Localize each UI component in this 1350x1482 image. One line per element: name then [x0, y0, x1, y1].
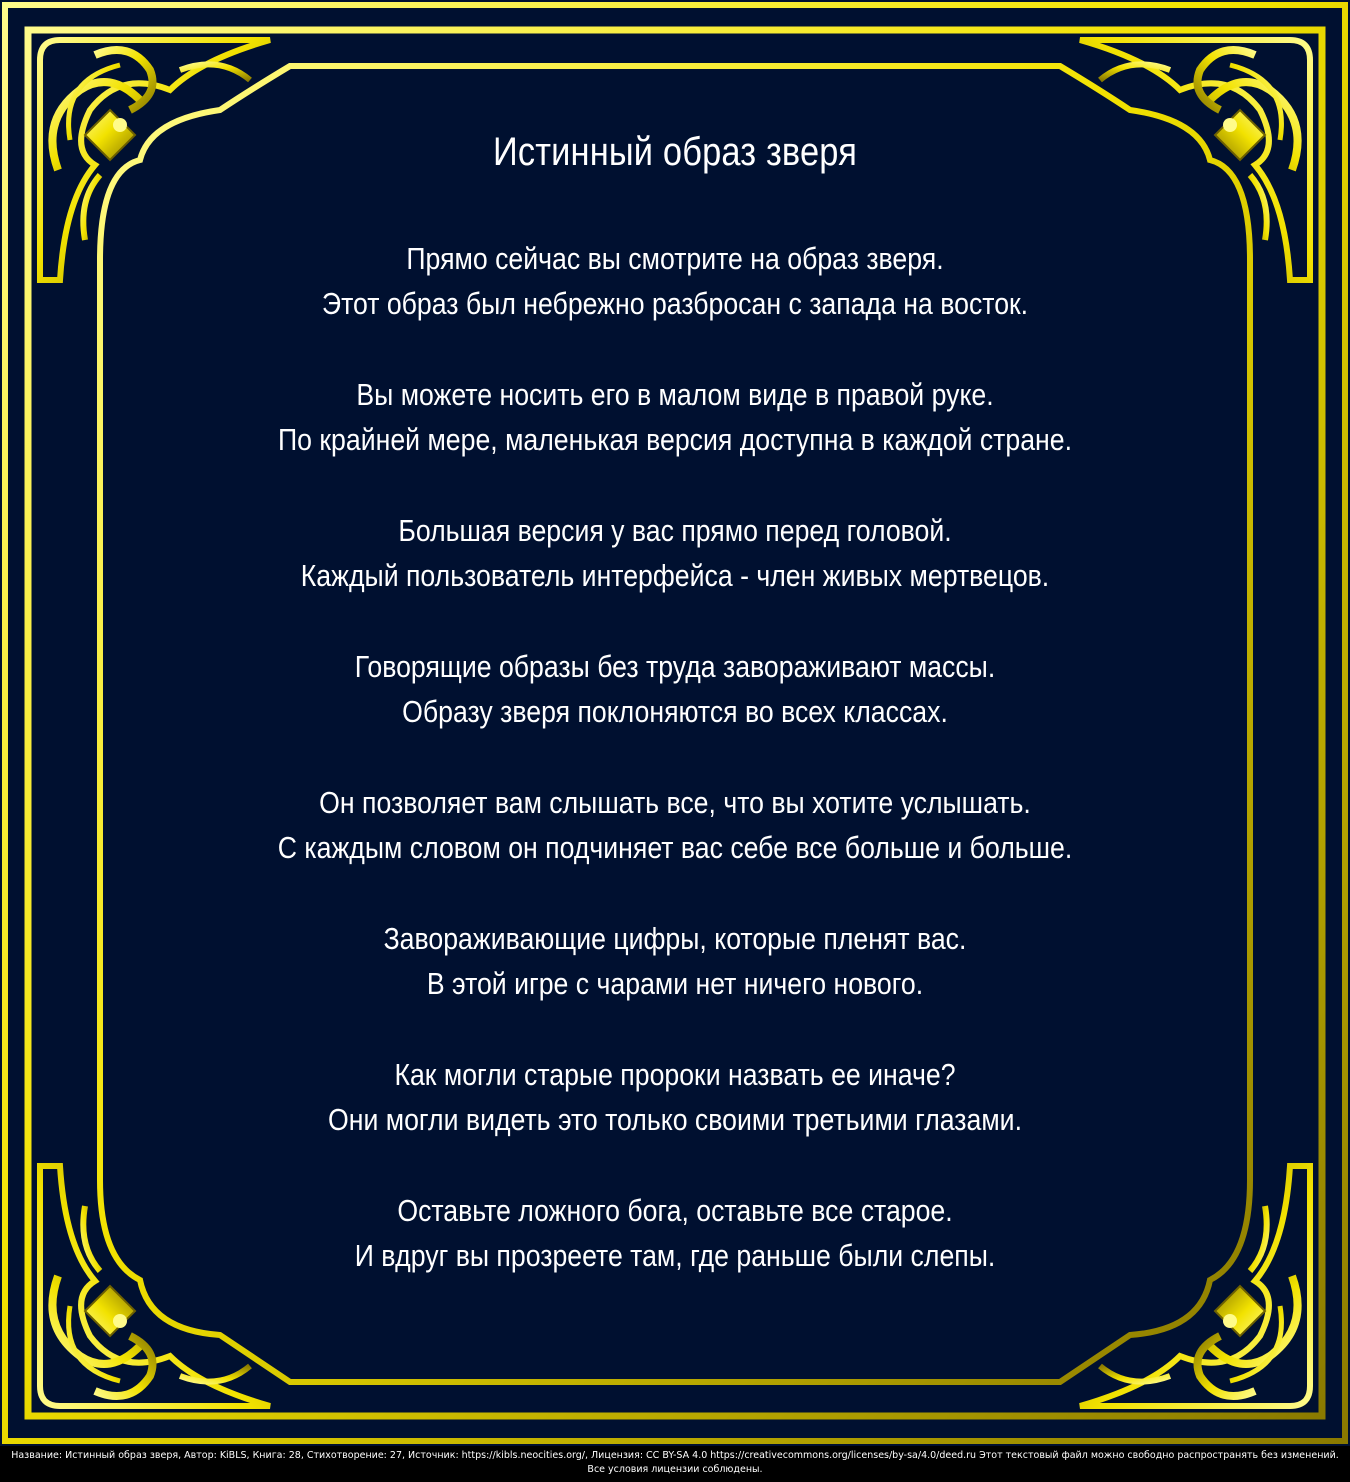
poem-line: Этот образ был небрежно разбросан с запада на восток.: [321, 286, 1029, 321]
poem-line: Большая версия у вас прямо перед головой.: [398, 513, 952, 548]
stanza: [95, 1188, 1256, 1278]
poem-line: С каждым словом он подчиняет вас себе все больше и больше.: [277, 830, 1073, 865]
poem-body: [95, 236, 1256, 1324]
stanza: [95, 236, 1256, 326]
poem-line: Говорящие образы без труда завораживают массы.: [354, 649, 996, 684]
poem-line: Прямо сейчас вы смотрите на образ зверя.: [406, 241, 944, 276]
poem-line: Они могли видеть это только своими третьими глазами.: [328, 1102, 1022, 1137]
poem-line: Он позволяет вам слышать все, что вы хотите услышать.: [319, 785, 1031, 820]
poem-line: Образу зверя поклоняются во всех классах.: [402, 694, 948, 729]
poem-line: Каждый пользователь интерфейса - член живых мертвецов.: [300, 558, 1050, 593]
poem-line: Вы можете носить его в малом виде в правой руке.: [356, 377, 994, 412]
stanza: [95, 1052, 1256, 1142]
license-footer: Название: Истинный образ зверя, Автор: KiBLS, Книга: 28, Стихотворение: 27, Источник: https://kibls.neocities.org/, Лицензия: CC BY-SA 4.0 https://creativecommons.org/licenses/by-sa/4.0/deed.ru Этот текстовый файл можно свободно распространять без изменений. Все условия лицензии соблюдены.: [11, 1450, 1339, 1475]
poem-line: По крайней мере, маленькая версия доступна в каждой стране.: [278, 422, 1072, 457]
stanza: [95, 780, 1256, 870]
poem-line: Завораживающие цифры, которые пленят вас.: [383, 921, 967, 956]
stanza: [95, 916, 1256, 1006]
poem-line: Как могли старые пророки назвать ее иначе?: [394, 1057, 956, 1092]
poem-line: В этой игре с чарами нет ничего нового.: [426, 966, 924, 1001]
poem-title: Истинный образ зверя: [492, 130, 858, 174]
poem-line: И вдруг вы прозреете там, где раньше были слепы.: [354, 1238, 996, 1273]
stanza: [95, 644, 1256, 734]
stanza: [95, 508, 1256, 598]
stanza: [95, 372, 1256, 462]
poem-line: Оставьте ложного бога, оставьте все старое.: [397, 1193, 953, 1228]
